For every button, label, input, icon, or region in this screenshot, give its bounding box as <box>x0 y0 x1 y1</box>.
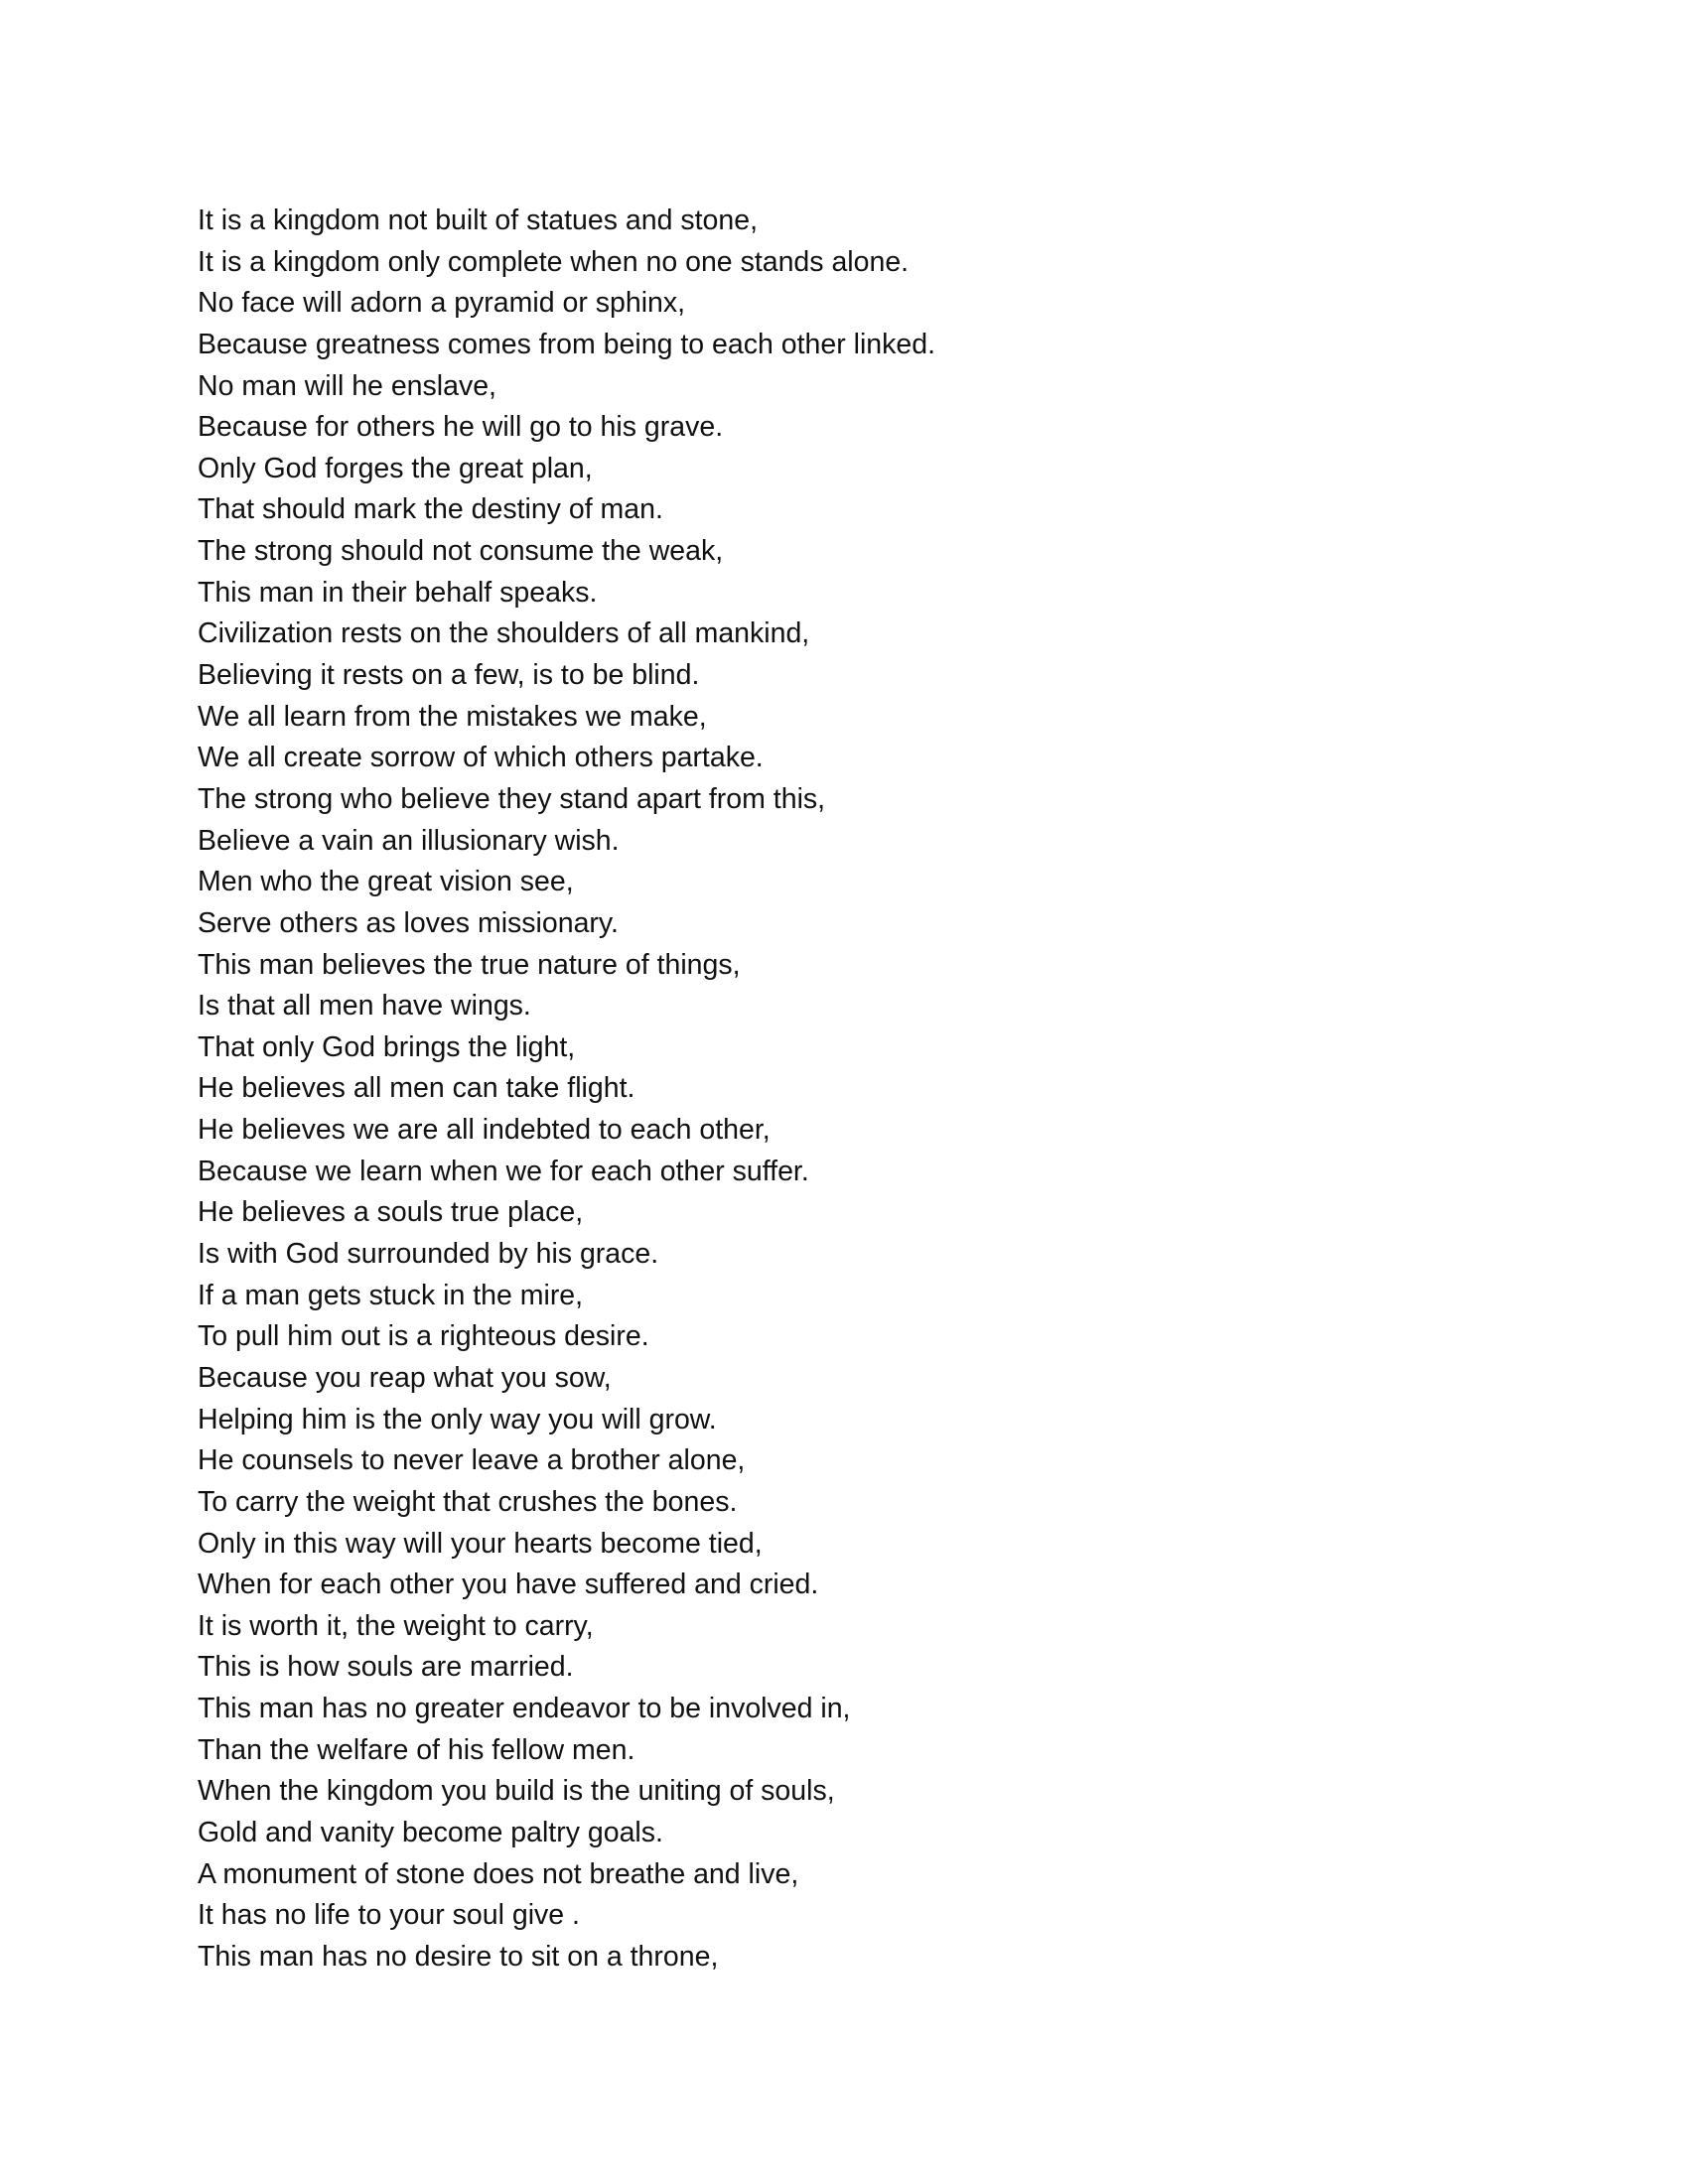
poem-line: That only God brings the light, <box>198 1030 576 1063</box>
poem-line: Gold and vanity become paltry goals. <box>198 1816 663 1848</box>
poem-line: If a man gets stuck in the mire, <box>198 1279 584 1311</box>
poem-line: When the kingdom you build is the uniting of souls, <box>198 1775 835 1808</box>
poem-line: This man in their behalf speaks. <box>198 576 598 609</box>
poem-line: When for each other you have suffered and cried. <box>198 1569 819 1601</box>
poem-line: We all create sorrow of which others partake. <box>198 742 764 774</box>
poem-line: It is a kingdom only complete when no one stands alone. <box>198 245 910 278</box>
poem-line: He believes we are all indebted to each other, <box>198 1114 771 1147</box>
poem-line: Serve others as loves missionary. <box>198 906 619 939</box>
poem-line: Is that all men have wings. <box>198 990 531 1023</box>
poem-line: It is a kingdom not built of statues and stone, <box>198 205 759 236</box>
poem-line: This man has no desire to sit on a throne, <box>198 1940 719 1973</box>
poem-line: It has no life to your soul give . <box>198 1899 580 1932</box>
poem-line: Men who the great vision see, <box>198 866 574 898</box>
poem-line: Is with God surrounded by his grace. <box>198 1238 659 1271</box>
poem-line: We all learn from the mistakes we make, <box>198 700 707 733</box>
poem-line: Only God forges the great plan, <box>198 452 593 484</box>
poem-line: It is worth it, the weight to carry, <box>198 1609 594 1642</box>
poem-line: To pull him out is a righteous desire. <box>198 1320 649 1353</box>
poem-line: To carry the weight that crushes the bones. <box>198 1485 738 1518</box>
poem-line: Helping him is the only way you will grow. <box>198 1403 717 1435</box>
poem-line: Civilization rests on the shoulders of all mankind, <box>198 617 810 650</box>
poem-line: This is how souls are married. <box>198 1651 574 1684</box>
poem-line: Because for others he will go to his grave. <box>198 411 724 444</box>
poem-line: The strong should not consume the weak, <box>198 535 724 568</box>
poem-line: Than the welfare of his fellow men. <box>198 1733 635 1766</box>
poem-line: No man will he enslave, <box>198 369 496 402</box>
poem-line: Because greatness comes from being to each other linked. <box>198 328 936 360</box>
poem-line: Believe a vain an illusionary wish. <box>198 824 620 857</box>
poem-line: This man has no greater endeavor to be involved in, <box>198 1693 851 1725</box>
poem-text <box>198 201 935 1979</box>
poem-line: Only in this way will your hearts become tied, <box>198 1527 763 1560</box>
poem-line: That should mark the destiny of man. <box>198 493 663 526</box>
poem-line: He counsels to never leave a brother alone, <box>198 1444 746 1477</box>
poem-line: Because you reap what you sow, <box>198 1361 612 1394</box>
poem-line: He believes a souls true place, <box>198 1196 584 1229</box>
poem-line: He believes all men can take flight. <box>198 1072 635 1105</box>
poem-line: Believing it rests on a few, is to be blind. <box>198 659 700 692</box>
poem-line: A monument of stone does not breathe and live, <box>198 1857 799 1890</box>
poem-line: This man believes the true nature of things, <box>198 948 741 981</box>
poem-line: Because we learn when we for each other suffer. <box>198 1155 809 1187</box>
poem-line: No face will adorn a pyramid or sphinx, <box>198 287 686 320</box>
poem-line: The strong who believe they stand apart from this, <box>198 782 826 815</box>
